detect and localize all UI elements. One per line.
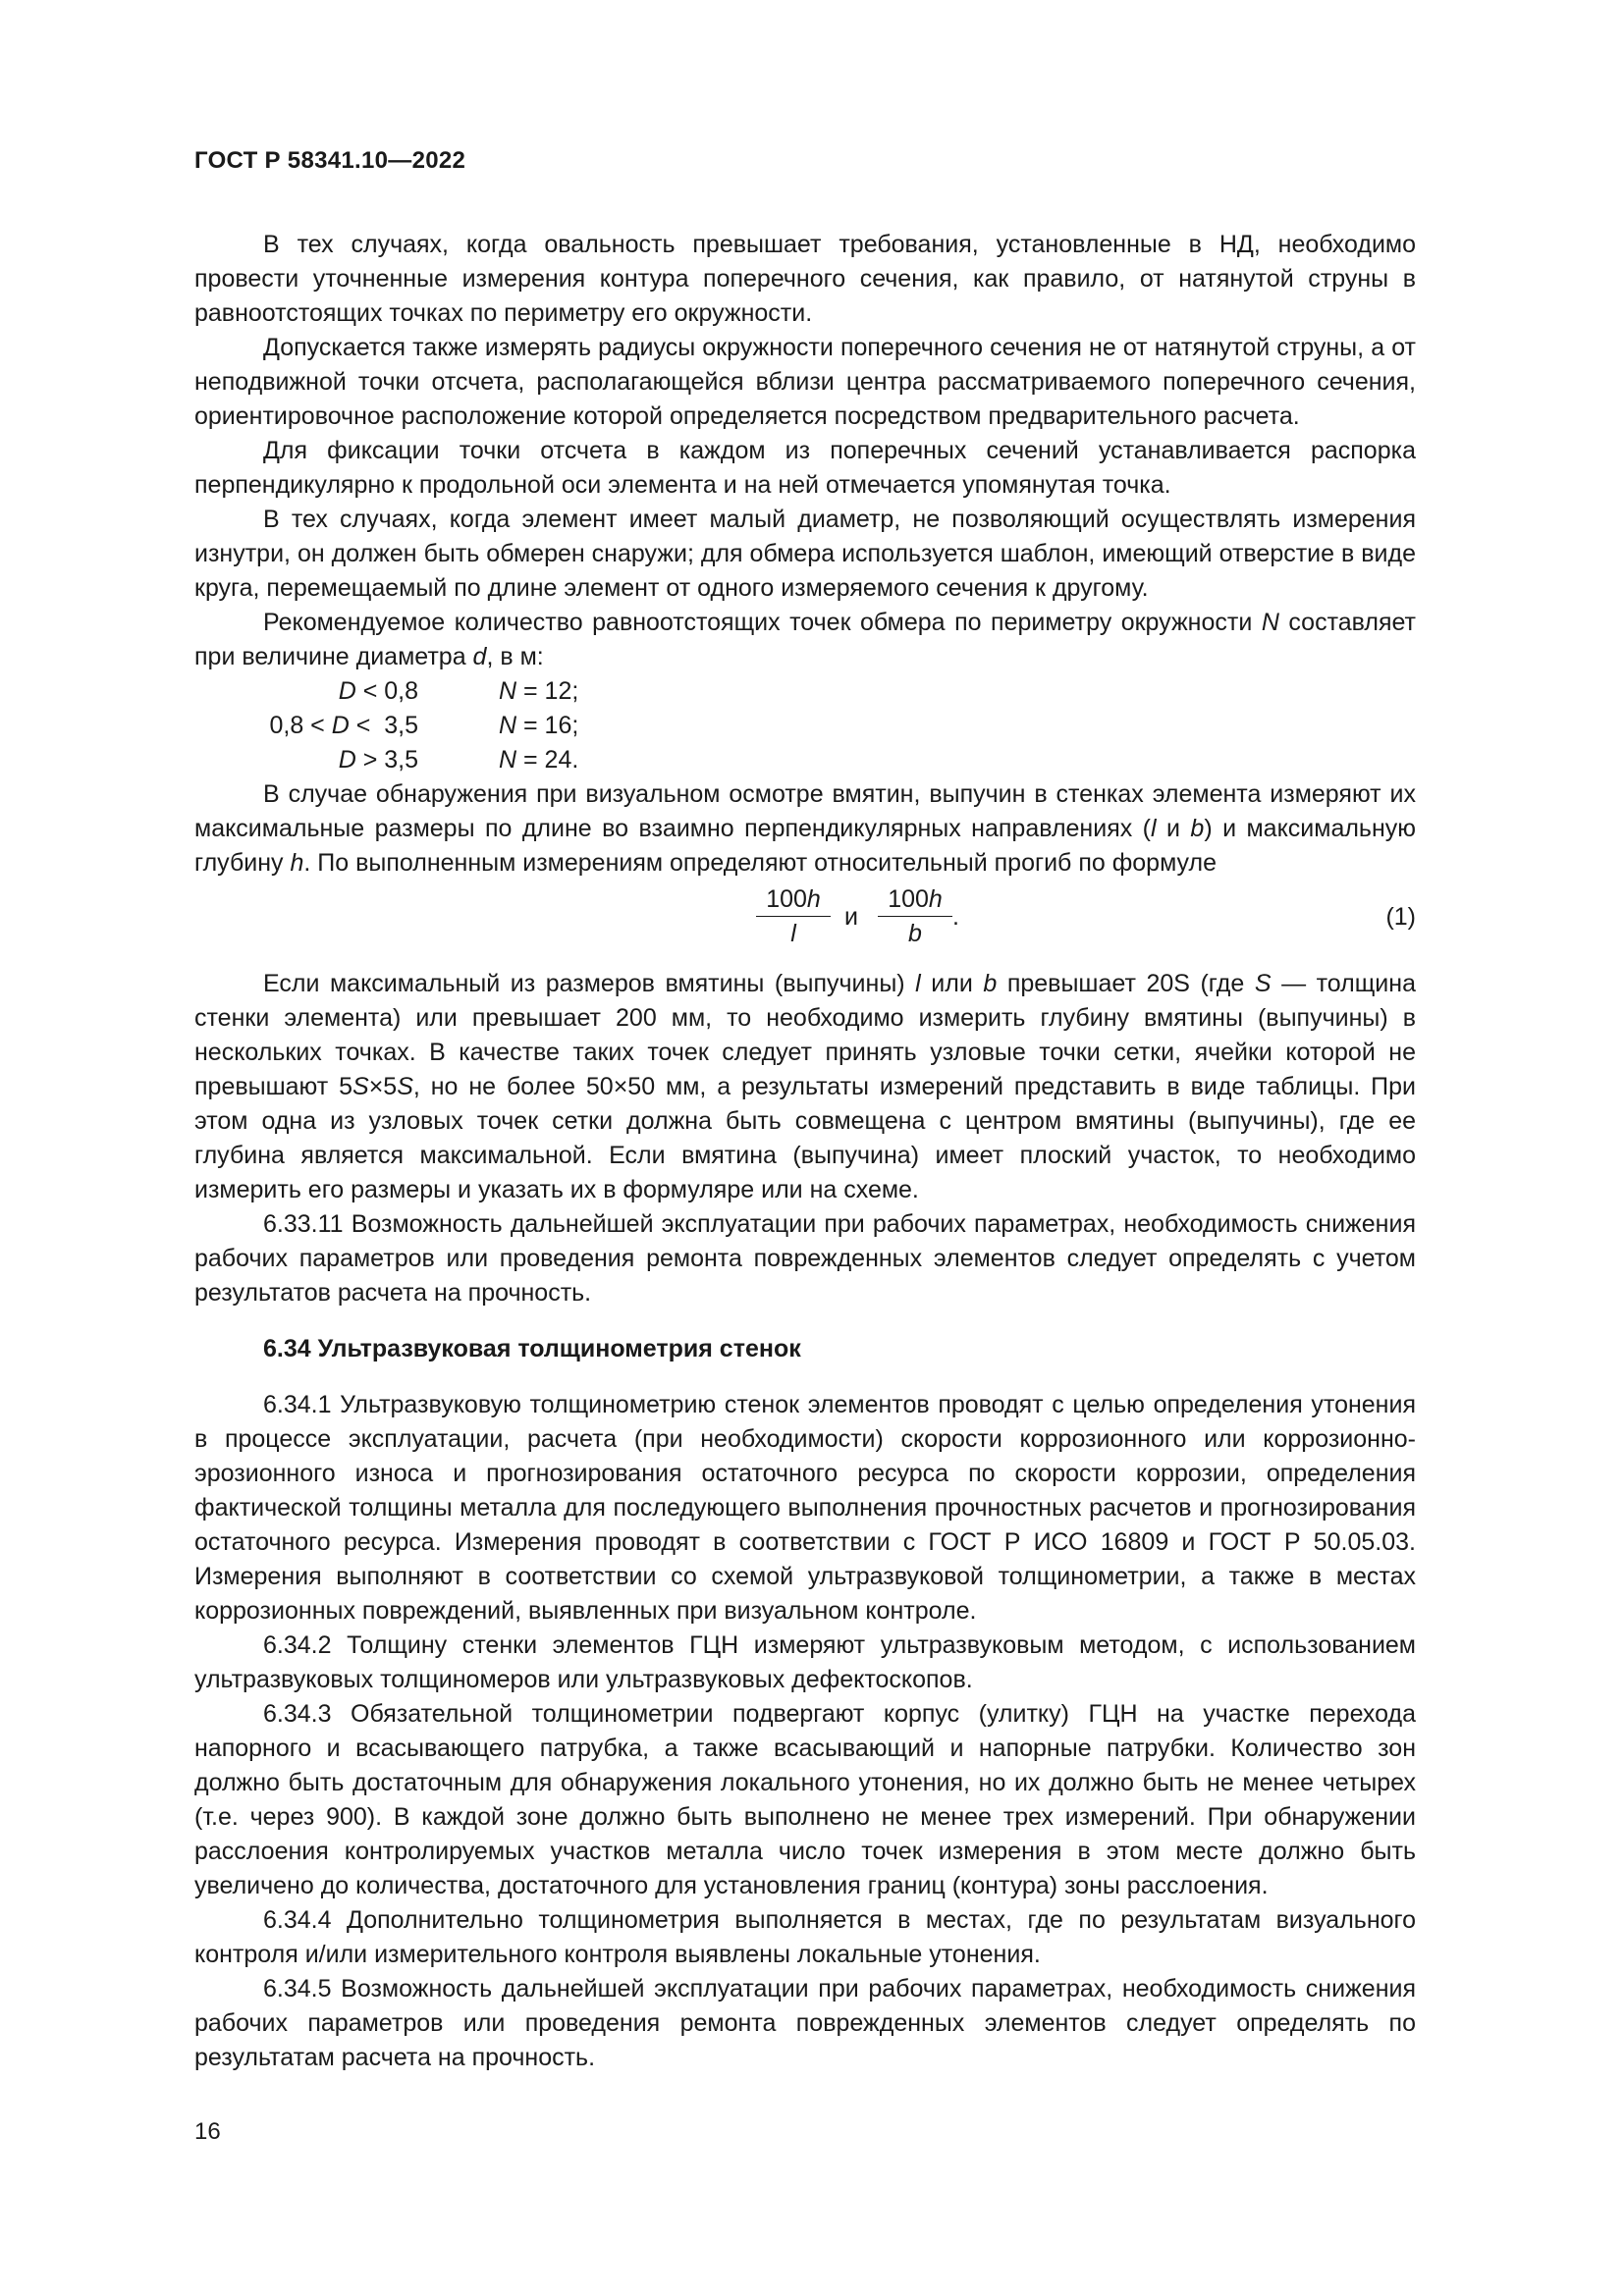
paragraph-dents: В случае обнаружения при визуальном осмотре вмятин, выпучин в стенках элемента измеряют их максимальные размеры по длине во взаимно перпендикулярных направлениях (l и b) и максимальную глубину h. По выполненным измерениям определяют относительный прогиб по формуле bbox=[194, 780, 1417, 877]
diameter-condition-row: 0,8 < D < 3,5 N = 16; bbox=[269, 712, 579, 739]
paragraph: Допускается также измерять радиусы окружности поперечного сечения не от натянутой струны, а от неподвижной точки отсчета, располагающейся вблизи центра рассматриваемого поперечного сечения, ориентировочное расположение которой определяется посредством предварительного расчета. bbox=[194, 334, 1416, 430]
paragraph-6-34-5: 6.34.5 Возможность дальнейшей эксплуатации при рабочих параметрах, необходимость снижения рабочих параметров или проведения ремонта поврежденных элементов следует определять по результатам расчета на прочность. bbox=[194, 1975, 1416, 2071]
page-number: 16 bbox=[194, 2118, 221, 2145]
formula-number: (1) bbox=[1385, 903, 1416, 931]
formula-conjunction: и bbox=[844, 903, 858, 931]
paragraph-6-34-2: 6.34.2 Толщину стенки элементов ГЦН измеряют ультразвуковым методом, с использованием ультразвуковых толщиномеров или ультразвуковых дефектоскопов. bbox=[194, 1631, 1416, 1693]
page-body bbox=[194, 228, 1416, 2075]
paragraph-dent-max: Если максимальный из размеров вмятины (выпучины) l или b превышает 20S (где S — толщина стенки элемента) или превышает 200 мм, то необходимо измерить глубину вмятины (выпучины) в нескольких точках. В качестве таких точек следует принять узловые точки сетки, ячейки которой не превышают 5S×5S, но не более 50×50 мм, а результаты измерений представить в виде таблицы. При этом одна из узловых точек сетки должна быть совмещена с центром вмятины (выпучины), где ее глубина является максимальной. Если вмятина (выпучина) имеет плоский участок, то необходимо измерить его размеры и указать их в формуляре или на схеме. bbox=[194, 970, 1417, 1203]
paragraph-6-34-4: 6.34.4 Дополнительно толщинометрия выполняется в местах, где по результатам визуального контроля и/или измерительного контроля выявлены локальные утонения. bbox=[194, 1906, 1416, 1968]
paragraph: В тех случаях, когда овальность превышает требования, установленные в НД, необходимо провести уточненные измерения контура поперечного сечения, как правило, от натянутой струны в равноотстоящих точках по периметру его окружности. bbox=[194, 231, 1416, 327]
fraction-100h-over-b: $\frac{100h}{b}$ bbox=[878, 882, 952, 950]
diameter-condition-row: D > 3,5 N = 24. bbox=[338, 746, 579, 774]
section-heading-6-34: 6.34 Ультразвуковая толщинометрия стенок bbox=[263, 1335, 801, 1362]
paragraph: Для фиксации точки отсчета в каждом из поперечных сечений устанавливается распорка перпендикулярно к продольной оси элемента и на ней отмечается упомянутая точка. bbox=[194, 437, 1416, 499]
fraction-100h-over-l: $\frac{100h}{l}$ bbox=[756, 882, 831, 950]
paragraph: В тех случаях, когда элемент имеет малый диаметр, не позволяющий осуществлять измерения изнутри, он должен быть обмерен снаружи; для обмера используется шаблон, имеющий отверстие в виде круга, перемещаемый по длине элемент от одного измеряемого сечения к другому. bbox=[194, 506, 1416, 602]
paragraph-recommended-count: Рекомендуемое количество равноотстоящих точек обмера по периметру окружности N составляет при величине диаметра d, в м: bbox=[194, 609, 1416, 670]
diameter-condition-row: D < 0,8 N = 12; bbox=[338, 677, 579, 705]
formula-1: $\frac{100h}{l}$ и $\frac{100h}{b}$ . (1) bbox=[194, 882, 1416, 959]
paragraph-6-34-3: 6.34.3 Обязательной толщинометрии подвергают корпус (улитку) ГЦН на участке перехода напорного и всасывающего патрубка, а также всасывающий и напорные патрубки. Количество зон должно быть достаточным для обнаружения локального утонения, но их должно быть не менее четырех (т.е. через 900). В каждой зоне должно быть выполнено не менее трех измерений. При обнаружении расслоения контролируемых участков металла число точек измерения в этом месте должно быть увеличено до количества, достаточного для установления границ (контура) зоны расслоения. bbox=[194, 1700, 1416, 1899]
document-code-header: ГОСТ Р 58341.10—2022 bbox=[194, 147, 466, 174]
paragraph-6-34-1: 6.34.1 Ультразвуковую толщинометрию стенок элементов проводят с целью определения утонения в процессе эксплуатации, расчета (при необходимости) скорости коррозионного или коррозионно-эрозионного износа и прогнозирования остаточного ресурса по скорости коррозии, определения фактической толщины металла для последующего выполнения прочностных расчетов и прогнозирования остаточного ресурса. Измерения проводят в соответствии с ГОСТ Р ИСО 16809 и ГОСТ Р 50.05.03. Измерения выполняют в соответствии со схемой ультразвуковой толщинометрии, а также в местах коррозионных повреждений, выявленных при визуальном контроле. bbox=[194, 1391, 1416, 1625]
paragraph-6-33-11: 6.33.11 Возможность дальнейшей эксплуатации при рабочих параметрах, необходимость снижения рабочих параметров или проведения ремонта поврежденных элементов следует определять с учетом результатов расчета на прочность. bbox=[194, 1210, 1416, 1307]
